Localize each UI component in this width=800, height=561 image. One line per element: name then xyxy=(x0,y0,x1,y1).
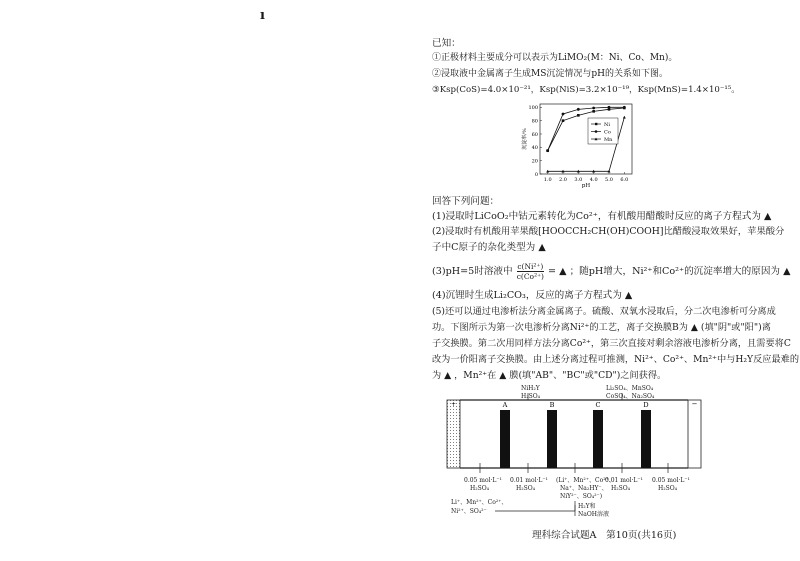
question-3-equals: = xyxy=(548,266,557,277)
question-1 xyxy=(432,211,771,223)
page-footer: 理科综合试题A 第10页(共16页) xyxy=(532,530,677,541)
answer-blank-5a: ▲ xyxy=(690,322,698,333)
point-ni xyxy=(592,110,595,113)
chart-legend xyxy=(588,118,618,144)
membrane-C xyxy=(593,410,603,468)
answer-intro: 回答下列问题： xyxy=(432,196,500,207)
question-1-text: (1)浸取时LiCoO₂中钴元素转化为Co²⁺，有机酸用醋酸时反应的离子方程式为 xyxy=(432,211,761,222)
point-co xyxy=(577,108,580,111)
question-5-line-3: 子交换膜。第二次用同样方法分离Co²⁺，第三次直接对剩余溶液电渗析分离，且需要将C xyxy=(432,338,791,349)
point-mn xyxy=(623,116,626,119)
point-co xyxy=(562,113,565,116)
y-tick-label: 100 xyxy=(528,105,538,112)
membrane-D xyxy=(641,410,651,468)
x-tick-label: 4.0 xyxy=(589,177,598,183)
legend-label-ni: Ni xyxy=(604,122,610,128)
x-tick-label: 3.0 xyxy=(574,177,583,183)
answer-blank-3b: ▲ xyxy=(783,266,791,277)
question-5-text-5b: ，Mn²⁺在 xyxy=(454,370,497,381)
y-tick-label: 80 xyxy=(531,118,538,125)
feed-reagent-a: H₂Y和 xyxy=(578,503,596,510)
known-2: ②浸取液中金属离子生成MS沉淀情况与pH的关系如下图。 xyxy=(432,69,668,79)
inlet-4b: H₂SO₄ xyxy=(611,485,631,492)
answer-blank-2: ▲ xyxy=(538,242,546,253)
known-3: ③Ksp(CoS)=4.0×10⁻²¹，Ksp(NiS)=3.2×10⁻¹⁹，Ksp(MnS)=1.4×10⁻¹⁵。 xyxy=(432,85,740,95)
inlet-3c: NiY²⁻、SO₄²⁻) xyxy=(560,493,603,500)
inlet-5b: H₂SO₄ xyxy=(658,485,678,492)
y-tick-label: 0 xyxy=(534,171,538,178)
legend-label-co: Co xyxy=(604,129,611,136)
answer-blank-5c: ▲ xyxy=(499,370,507,381)
question-5-text-5a: 为 xyxy=(432,370,442,381)
membrane-A xyxy=(500,410,510,468)
question-3-text-a: (3)pH=5时溶液中 xyxy=(432,266,513,277)
question-2b xyxy=(432,242,546,254)
answer-blank-1: ▲ xyxy=(763,211,772,222)
top-product-1b: H₂SO₄ xyxy=(521,393,541,400)
label-B: B xyxy=(549,401,555,409)
point-co xyxy=(592,107,595,110)
known-1: ①正极材料主要成分可以表示为LiMO₂(M：Ni、Co、Mn)。 xyxy=(432,53,678,63)
membrane-B xyxy=(547,410,557,468)
inlet-2b: H₂SO₄ xyxy=(516,485,536,492)
anode-sign: + xyxy=(450,401,457,408)
question-4-text: (4)沉锂时生成Li₂CO₃，反应的离子方程式为 xyxy=(432,290,622,301)
top-product-1: NiH₂Y xyxy=(521,385,540,392)
answer-blank-3a: ▲ xyxy=(559,266,567,277)
feed-reagent-b: NaOH溶液 xyxy=(578,511,609,518)
question-5-line-5 xyxy=(432,370,666,382)
question-5-line-2 xyxy=(432,322,771,334)
inlet-1b: H₂SO₄ xyxy=(470,485,490,492)
question-2: (2)浸取时有机酸用苹果酸[HOOCCH₂CH(OH)COOH]比醋酸浸取效果好，苹果酸分 xyxy=(432,226,785,237)
inlet-2a: 0.01 mol·L⁻¹ xyxy=(510,477,548,484)
question-5-line-4: 改为一价阳离子交换膜。由上述分离过程可推测，Ni²⁺、Co²⁺、Mn²⁺中与H₂Y反应最难的 xyxy=(432,354,800,365)
y-axis-label: 沉淀率/% xyxy=(522,128,528,150)
point-co xyxy=(623,106,626,109)
corner-mark: ı xyxy=(260,8,265,23)
question-3-text-c: ；随pH增大，Ni²⁺和Co²⁺的沉淀率增大的原因为 xyxy=(569,266,780,277)
x-axis-label: pH xyxy=(581,183,591,188)
answer-blank-4: ▲ xyxy=(624,290,633,301)
question-2b-text: 子中C原子的杂化类型为 xyxy=(432,242,536,253)
legend-marker xyxy=(595,130,598,133)
x-tick-label: 2.0 xyxy=(559,177,567,183)
legend-marker xyxy=(595,123,597,125)
question-4 xyxy=(432,290,632,302)
inlet-3a: (Li⁺、Mn²⁺、Co²⁺、 xyxy=(556,477,615,484)
inlet-3b: Na⁺、Na₂HY⁻、 xyxy=(560,485,608,492)
answer-blank-5b: ▲ xyxy=(444,370,452,381)
ratio-numerator: c(Ni²⁺) xyxy=(517,262,544,271)
legend-box xyxy=(588,118,618,144)
point-co xyxy=(608,106,611,109)
y-tick-label: 20 xyxy=(531,158,538,165)
question-5-line-1: (5)还可以通过电渗析法分离金属离子。硫酸、双氧水浸取后，分二次电渗析可分离成 xyxy=(432,306,776,317)
feed-ions-a: Li⁺、Mn²⁺、Co²⁺、 xyxy=(451,499,508,506)
label-C: C xyxy=(595,401,601,409)
x-tick-label: 5.0 xyxy=(605,177,613,183)
top-product-2b: CoSO₄、Na₂SO₄ xyxy=(606,393,655,400)
inlet-4a: 0.01 mol·L⁻¹ xyxy=(605,477,643,484)
y-tick-label: 60 xyxy=(531,131,538,138)
feed-ions-b: Ni²⁺、SO₄²⁻ xyxy=(451,508,487,515)
ratio-fraction xyxy=(517,262,544,281)
question-3 xyxy=(432,262,790,281)
chart-axes xyxy=(521,104,632,188)
cathode-sign: − xyxy=(691,400,698,408)
x-tick-label: 6.0 xyxy=(620,177,629,183)
label-D: D xyxy=(643,401,649,409)
label-A: A xyxy=(502,401,508,409)
anode-electrode xyxy=(447,400,460,468)
y-tick-label: 40 xyxy=(531,145,538,152)
legend-label-mn: Mn xyxy=(604,137,613,143)
inlet-1a: 0.05 mol·L⁻¹ xyxy=(464,477,502,484)
inlet-5a: 0.05 mol·L⁻¹ xyxy=(652,477,690,484)
point-co xyxy=(546,149,549,152)
known-heading: 已知： xyxy=(432,38,461,49)
cathode-electrode xyxy=(688,400,701,468)
top-product-2a: Li₂SO₄、MnSO₄ xyxy=(606,385,654,392)
point-ni xyxy=(562,119,565,122)
precipitation-chart xyxy=(520,98,640,188)
question-5-text-2b: (填"阴"或"阳")离 xyxy=(700,322,771,333)
question-5-text-5c: 膜(填"AB"、"BC"或"CD")之间获得。 xyxy=(509,370,667,381)
question-5-text-2a: 功。下图所示为第一次电渗析分离Ni²⁺的工艺，离子交换膜B为 xyxy=(432,322,688,333)
ratio-denominator: c(Co²⁺) xyxy=(516,272,544,281)
point-ni xyxy=(577,114,580,117)
x-tick-label: 1.0 xyxy=(543,177,552,183)
